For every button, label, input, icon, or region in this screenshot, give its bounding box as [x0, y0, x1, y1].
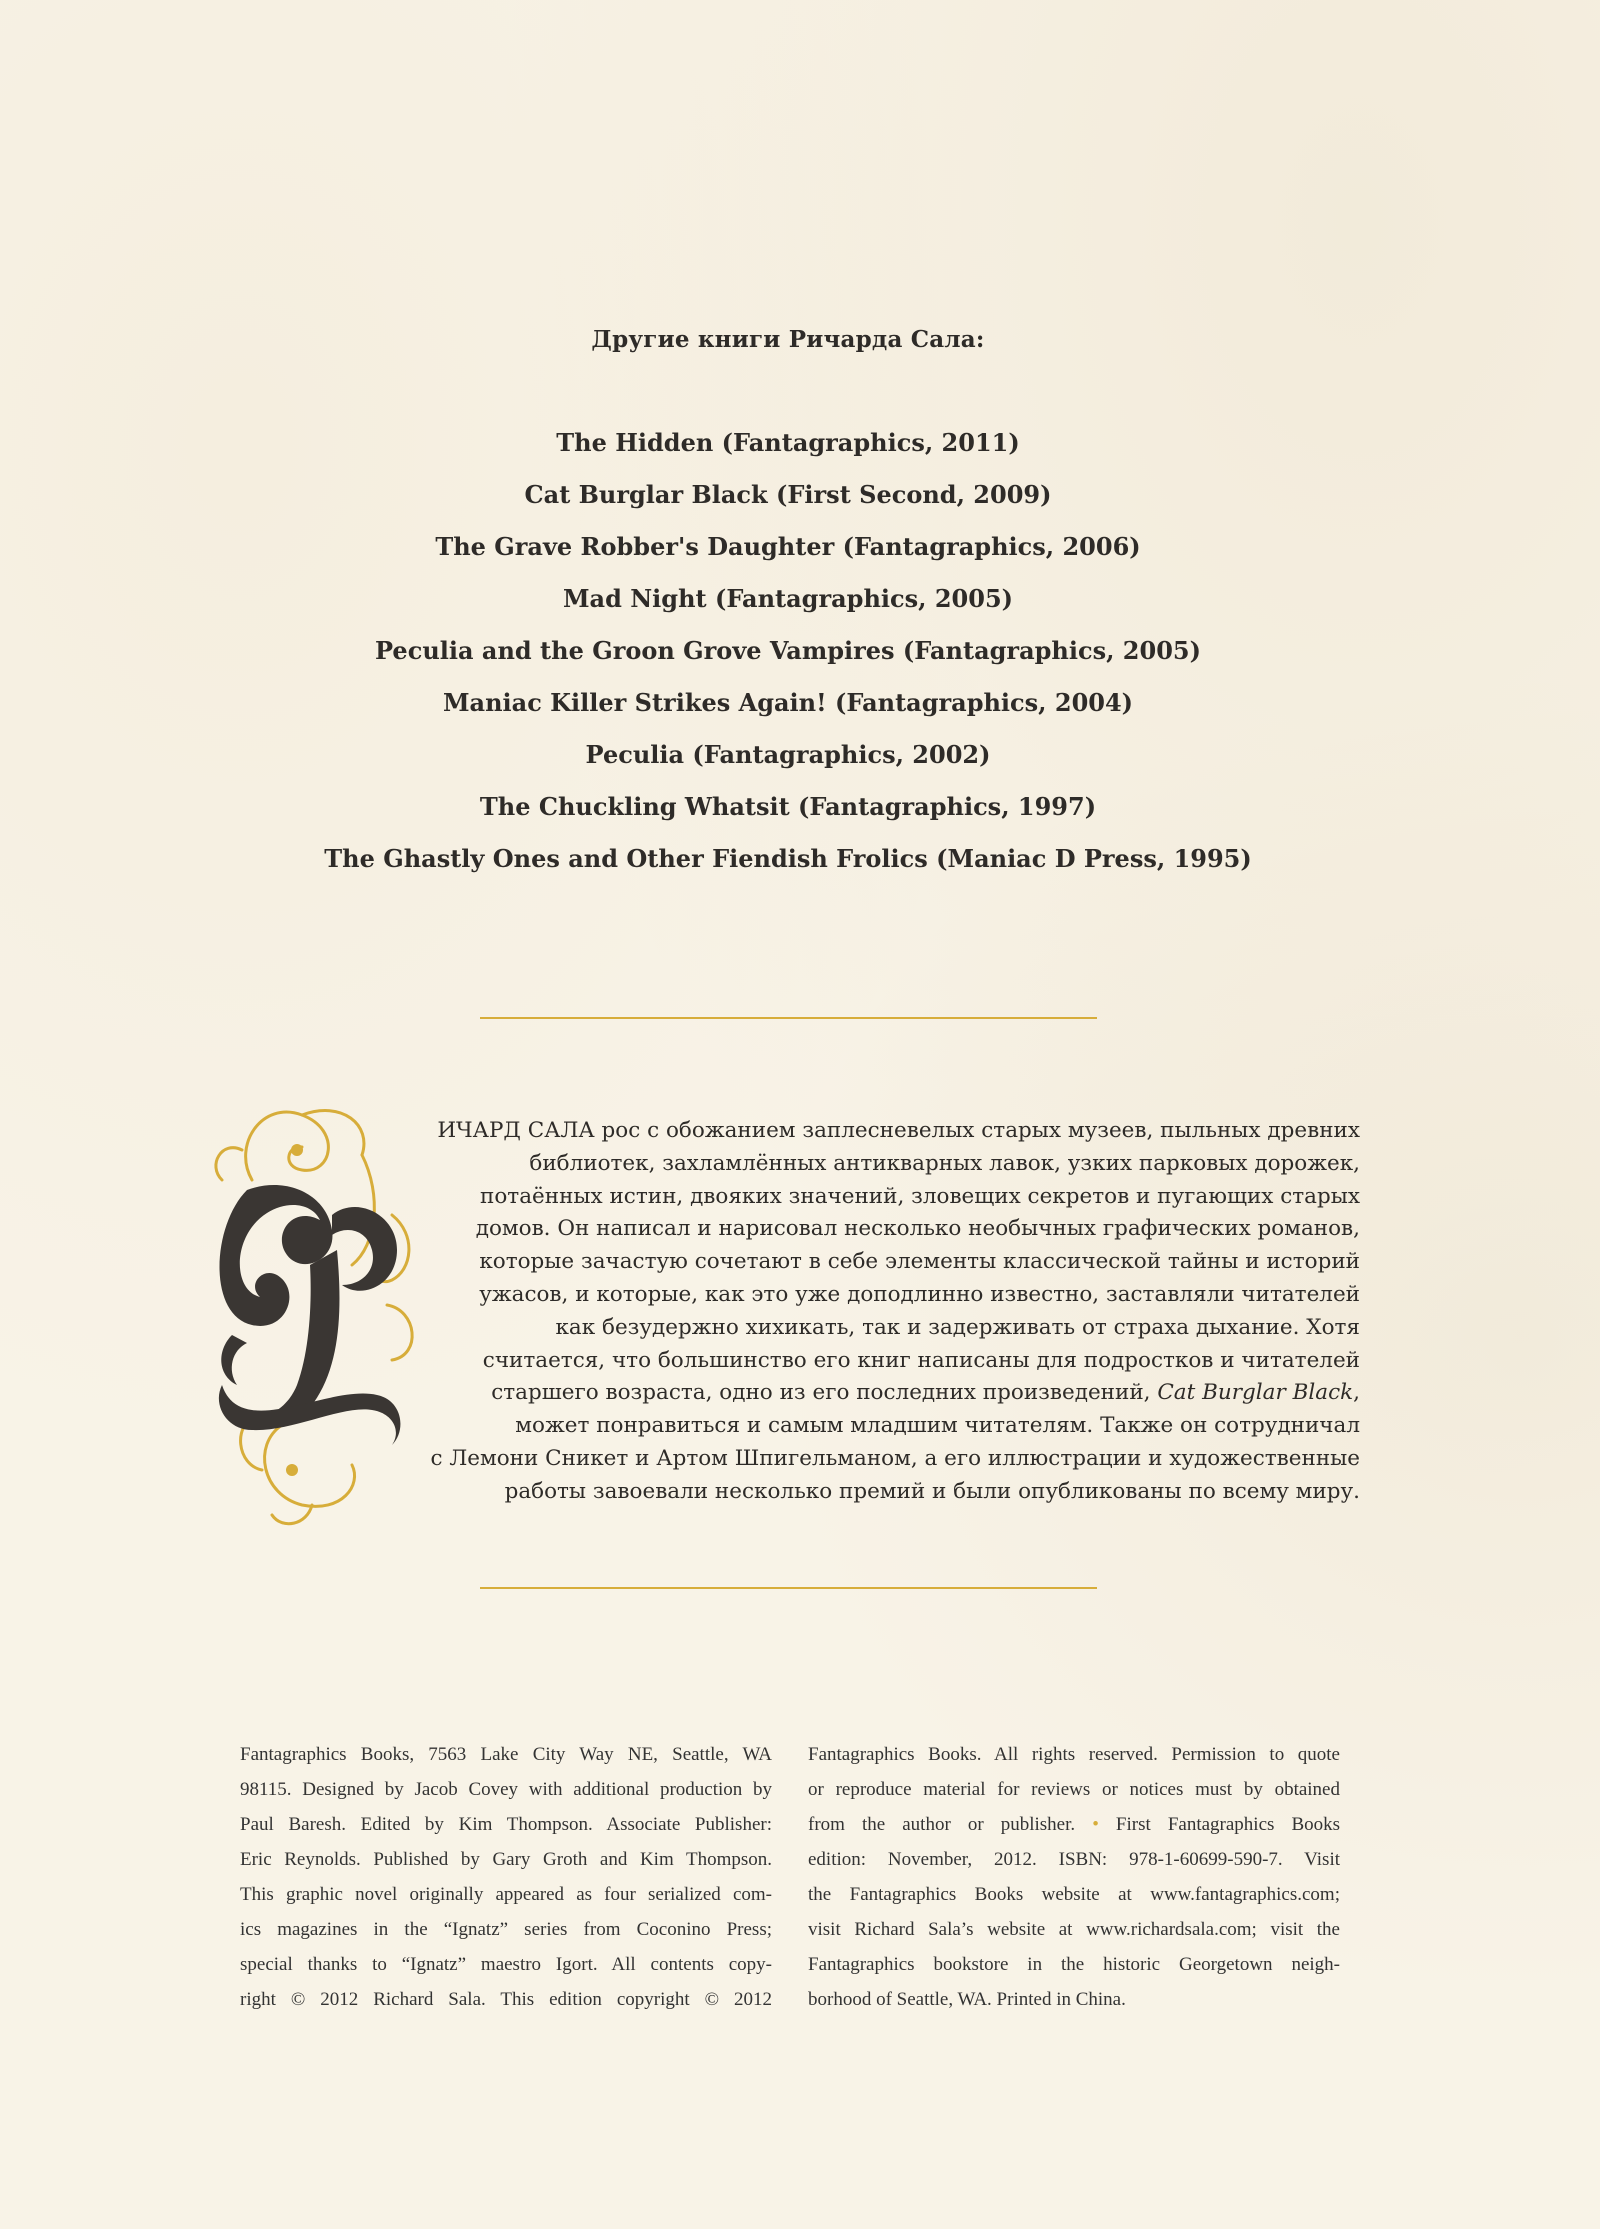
other-books-list — [0, 423, 1576, 891]
colophon-line: or reproduce material for reviews or notices must by obtained — [808, 1779, 1340, 1800]
colophon-line: borhood of Seattle, WA. Printed in China. — [808, 1989, 1126, 2010]
colophon-line: right © 2012 Richard Sala. This edition copyright © 2012 — [240, 1989, 772, 2010]
bottom-divider — [480, 1587, 1097, 1589]
book-item: Maniac Killer Strikes Again! (Fantagraphics, 2004) — [442, 688, 1134, 717]
book-item: The Hidden (Fantagraphics, 2011) — [556, 428, 1020, 457]
book-item: Peculia (Fantagraphics, 2002) — [585, 740, 991, 769]
book-item: Mad Night (Fantagraphics, 2005) — [562, 584, 1013, 613]
bio-line: которые зачастую сочетают в себе элементы классической тайны и историй — [479, 1249, 1360, 1275]
book-title-italic: Cat Burglar Black — [1157, 1380, 1354, 1406]
colophon-left — [240, 1737, 772, 2017]
book-item: The Grave Robber's Daughter (Fantagraphics, 2006) — [435, 532, 1141, 561]
book-item: The Ghastly Ones and Other Fiendish Frolics (Maniac D Press, 1995) — [324, 844, 1252, 873]
bio-line: работы завоевали несколько премий и были опубликованы по всему миру. — [504, 1478, 1360, 1504]
bullet-icon: • — [1092, 1814, 1099, 1835]
book-item: Cat Burglar Black (First Second, 2009) — [524, 480, 1052, 509]
colophon-line: This graphic novel originally appeared as four serialized com- — [240, 1884, 772, 1905]
colophon-line: Eric Reynolds. Published by Gary Groth and Kim Thompson. — [240, 1849, 772, 1870]
book-item: Peculia and the Groon Grove Vampires (Fantagraphics, 2005) — [375, 636, 1201, 665]
other-books-heading: Другие книги Ричарда Сала: — [591, 326, 985, 353]
colophon-line: the Fantagraphics Books website at www.fantagraphics.com; — [808, 1884, 1340, 1905]
bio-line: старшего возраста, одно из его последних произведений, Cat Burglar Black, — [491, 1380, 1360, 1406]
bio-line: считается, что большинство его книг написаны для подростков и читателей — [482, 1347, 1360, 1373]
colophon-line: Paul Baresh. Edited by Kim Thompson. Associate Publisher: — [240, 1814, 772, 1835]
book-item: The Chuckling Whatsit (Fantagraphics, 1997) — [479, 792, 1097, 821]
colophon-line: edition: November, 2012. ISBN: 978-1-60699-590-7. Visit — [808, 1849, 1340, 1870]
bio-line: может понравиться и самым младшим читателям. Также он сотрудничал — [515, 1413, 1360, 1439]
bio-line: библиотек, захламлённых антикварных лавок, узких парковых дорожек, — [529, 1150, 1360, 1176]
colophon-line: Fantagraphics Books, 7563 Lake City Way NE, Seattle, WA — [240, 1744, 772, 1765]
top-divider — [480, 1017, 1097, 1019]
colophon-text: First Fantagraphics Books — [1115, 1814, 1341, 1835]
colophon-right — [808, 1737, 1340, 2017]
bio-line: как безудержно хихикать, так и задерживать от страха дыхание. Хотя — [555, 1314, 1360, 1340]
bio-line-text: старшего возраста, одно из его последних произведений, — [491, 1380, 1151, 1406]
bio-line: ужасов, и которые, как это уже доподлинно известно, заставляли читателей — [479, 1281, 1360, 1307]
author-bio — [400, 1115, 1360, 1509]
colophon-line: special thanks to “Ignatz” maestro Igort. All contents copy- — [240, 1954, 772, 1975]
bio-line: потаённых истин, двояких значений, зловещих секретов и пугающих старых — [480, 1183, 1360, 1209]
colophon-line — [808, 1807, 1340, 1842]
colophon-line: 98115. Designed by Jacob Covey with additional production by — [240, 1779, 772, 1800]
colophon-line: Fantagraphics bookstore in the historic Georgetown neigh- — [808, 1954, 1340, 1975]
colophon-text: from the author or publisher. — [808, 1814, 1076, 1835]
colophon-line: ics magazines in the “Ignatz” series from Coconino Press; — [240, 1919, 772, 1940]
colophon-line: Fantagraphics Books. All rights reserved. Permission to quote — [808, 1744, 1340, 1765]
bio-line: домов. Он написал и нарисовал несколько необычных графических романов, — [475, 1216, 1360, 1242]
ornamental-dropcap-icon — [192, 1085, 432, 1535]
colophon-line: visit Richard Sala’s website at www.richardsala.com; visit the — [808, 1919, 1340, 1940]
bio-line: с Лемони Сникет и Артом Шпигельманом, а его иллюстрации и художественные — [430, 1445, 1360, 1471]
bio-line: ИЧАРД САЛА рос с обожанием заплесневелых старых музеев, пыльных древних — [437, 1118, 1360, 1143]
